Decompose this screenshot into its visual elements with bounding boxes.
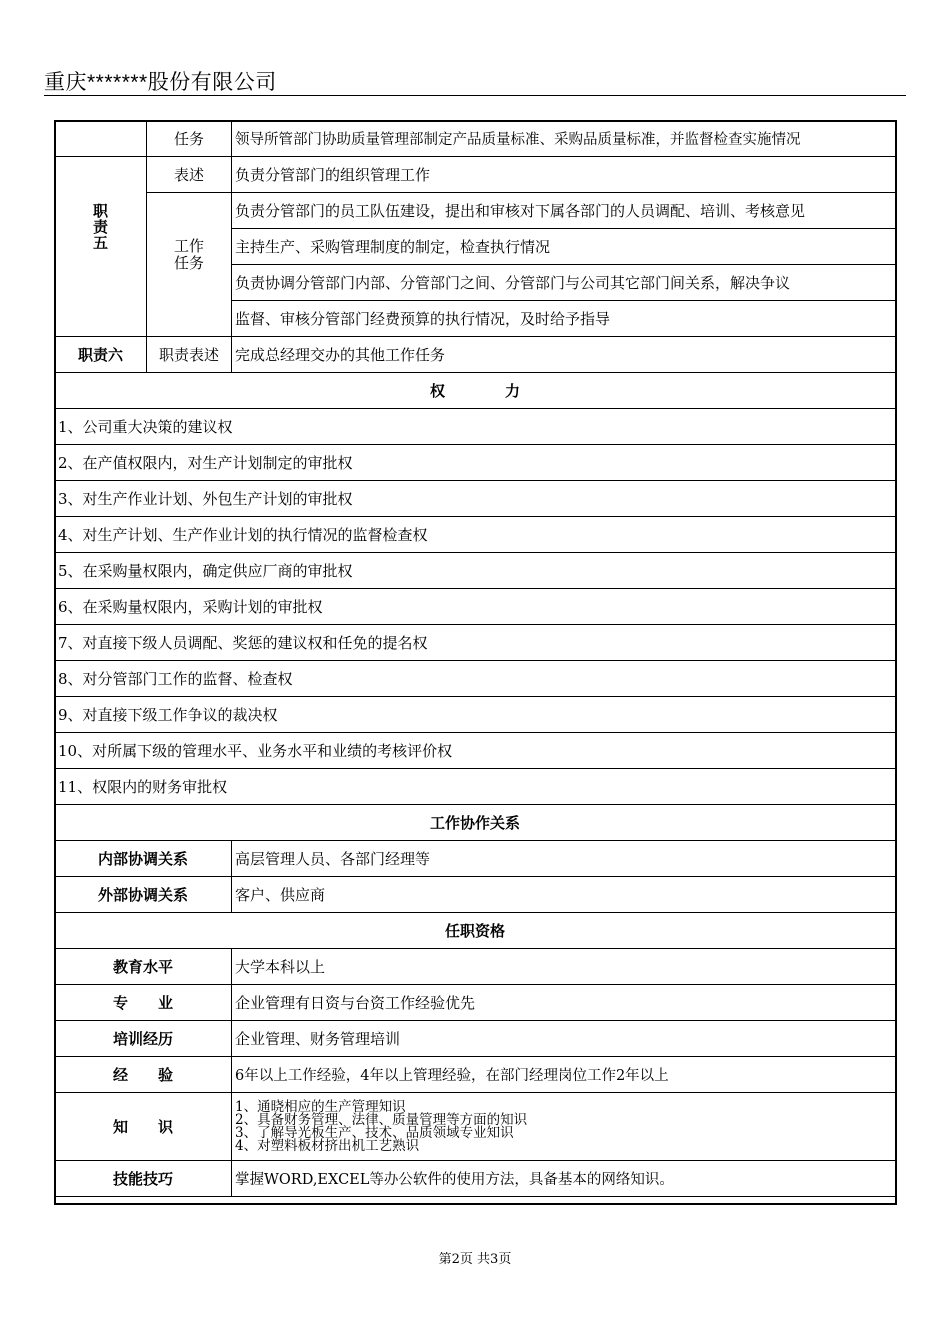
training-value: 企业管理、财务管理培训 [232,1021,896,1057]
power-row [55,517,896,553]
knowledge-list [232,1093,896,1161]
power-item: 4、对生产计划、生产作业计划的执行情况的监督检查权 [55,517,896,553]
power-row [55,553,896,589]
power-item: 3、对生产作业计划、外包生产计划的审批权 [55,481,896,517]
skills-row [55,1161,896,1197]
qualifications-heading-row [55,913,896,949]
education-label: 教育水平 [55,949,232,985]
duty5-title [55,157,147,337]
skills-value: 掌握WORD,EXCEL等办公软件的使用方法，具备基本的网络知识。 [232,1161,896,1197]
powers-heading: 权 力 [55,373,896,409]
duty5-title-char: 五 [92,233,108,252]
internal-label: 内部协调关系 [55,841,232,877]
major-value: 企业管理有日资与台资工作经验优先 [232,985,896,1021]
qualifications-heading: 任职资格 [55,913,896,949]
power-row [55,661,896,697]
internal-row [55,841,896,877]
cooperation-heading: 工作协作关系 [55,805,896,841]
power-row [55,445,896,481]
duty5-task-row [55,121,896,157]
company-name: 重庆*******股份有限公司 [44,71,277,94]
internal-value: 高层管理人员、各部门经理等 [232,841,896,877]
knowledge-label: 知 识 [55,1093,232,1161]
power-item: 5、在采购量权限内，确定供应厂商的审批权 [55,553,896,589]
power-row [55,481,896,517]
duty5-desc-text: 负责分管部门的组织管理工作 [232,157,896,193]
training-label: 培训经历 [55,1021,232,1057]
duty5-work-row [55,193,896,229]
page-footer: 第2页 共3页 [438,1252,512,1267]
skills-label: 技能技巧 [55,1161,232,1197]
major-label: 专 业 [55,985,232,1021]
experience-label: 经 验 [55,1057,232,1093]
duty6-title: 职责六 [55,337,147,373]
power-item: 10、对所属下级的管理水平、业务水平和业绩的考核评价权 [55,733,896,769]
power-row [55,769,896,805]
power-row [55,733,896,769]
education-value: 大学本科以上 [232,949,896,985]
knowledge-item: 2、具备财务管理、法律、质量管理等方面的知识 [235,1112,528,1128]
cooperation-heading-row [55,805,896,841]
power-item: 11、权限内的财务审批权 [55,769,896,805]
duty5-task-label: 任务 [147,121,232,157]
duty5-title-char: 责 [92,217,108,236]
power-item: 6、在采购量权限内，采购计划的审批权 [55,589,896,625]
work-label-line: 工作 [173,236,204,255]
external-label: 外部协调关系 [55,877,232,913]
power-item: 8、对分管部门工作的监督、检查权 [55,661,896,697]
external-value: 客户、供应商 [232,877,896,913]
experience-row [55,1057,896,1093]
external-row [55,877,896,913]
duty5-work-item: 主持生产、采购管理制度的制定，检查执行情况 [232,229,896,265]
knowledge-row [55,1093,896,1161]
knowledge-item: 3、了解导光板生产、技术、品质领域专业知识 [235,1125,514,1141]
power-row [55,589,896,625]
duty5-desc-row [55,157,896,193]
education-row [55,949,896,985]
knowledge-item: 4、对塑料板材挤出机工艺熟识 [235,1138,420,1154]
power-item: 2、在产值权限内，对生产计划制定的审批权 [55,445,896,481]
duty6-label: 职责表述 [147,337,232,373]
powers-heading-row [55,373,896,409]
power-item: 9、对直接下级工作争议的裁决权 [55,697,896,733]
duty6-text: 完成总经理交办的其他工作任务 [232,337,896,373]
duty5-work-item: 监督、审核分管部门经费预算的执行情况，及时给予指导 [232,301,896,337]
knowledge-item: 1、通晓相应的生产管理知识 [235,1099,406,1115]
duty5-work-item: 负责分管部门的员工队伍建设，提出和审核对下属各部门的人员调配、培训、考核意见 [232,193,896,229]
header-divider [44,95,906,96]
experience-value: 6年以上工作经验，4年以上管理经验，在部门经理岗位工作2年以上 [232,1057,896,1093]
work-label-line: 任务 [173,253,204,272]
duty5-title-top [55,121,147,157]
duty5-desc-label: 表述 [147,157,232,193]
power-item: 1、公司重大决策的建议权 [55,409,896,445]
power-row [55,625,896,661]
power-row [55,697,896,733]
duty5-work-label [147,193,232,337]
major-row [55,985,896,1021]
job-description-table [54,120,896,1197]
duty5-task-text: 领导所管部门协助质量管理部制定产品质量标准、采购品质量标准，并监督检查实施情况 [232,121,896,157]
duty5-title-char: 职 [92,201,108,220]
power-row [55,409,896,445]
power-item: 7、对直接下级人员调配、奖惩的建议权和任免的提名权 [55,625,896,661]
duty6-row [55,337,896,373]
training-row [55,1021,896,1057]
duty5-work-item: 负责协调分管部门内部、分管部门之间、分管部门与公司其它部门间关系，解决争议 [232,265,896,301]
